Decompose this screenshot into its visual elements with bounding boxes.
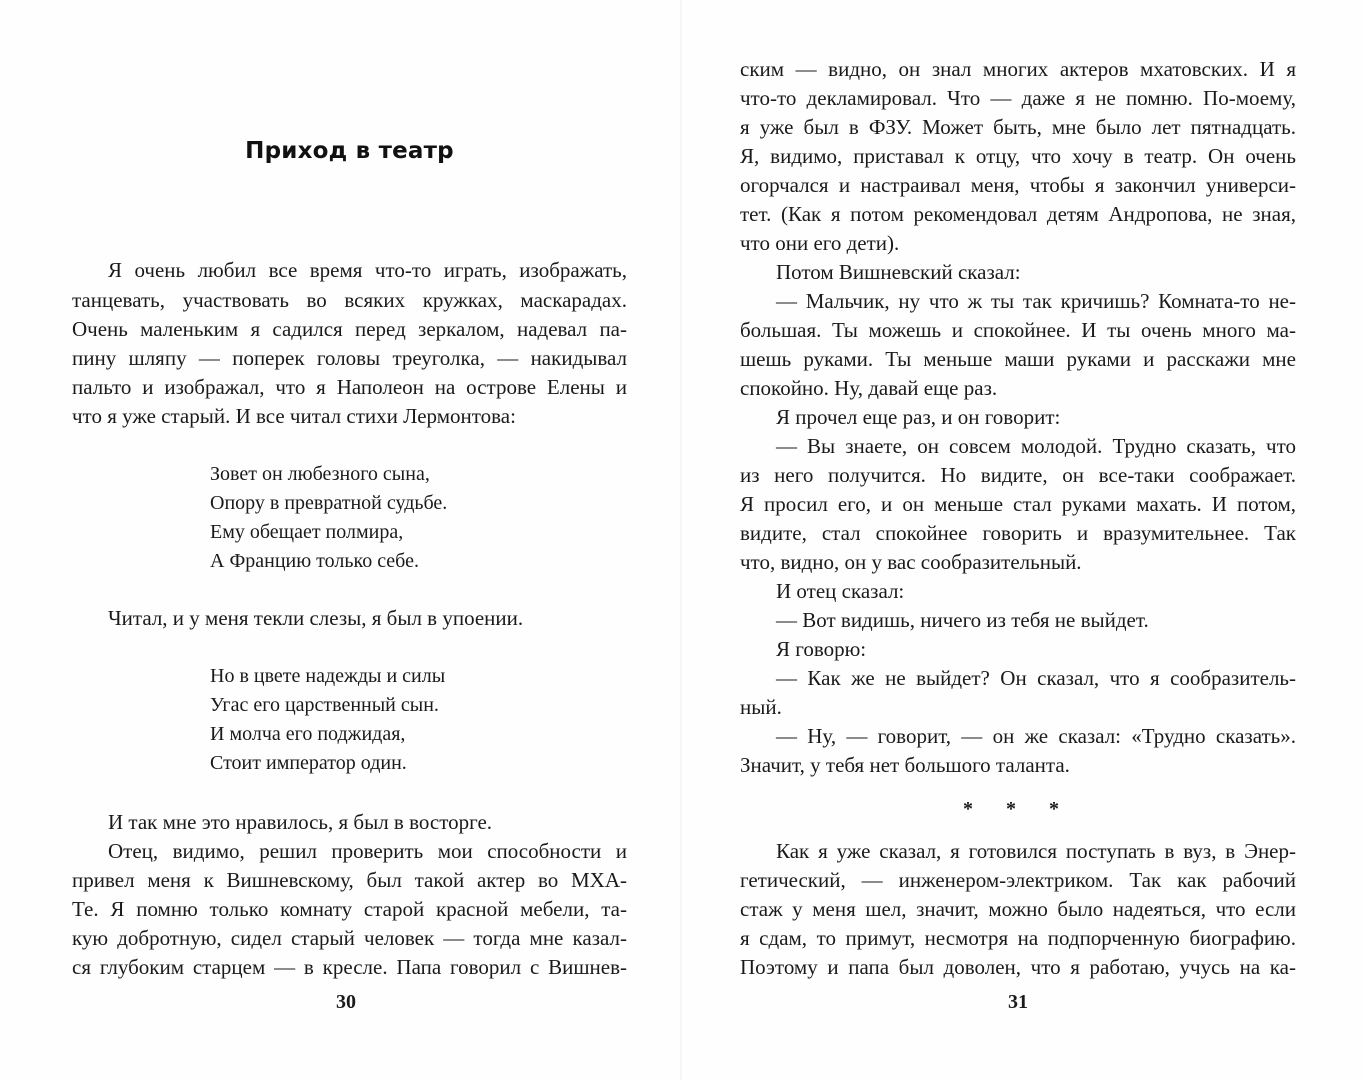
text-line: ским — видно, он знал многих актеров мхатовских. И я <box>740 57 1296 81</box>
text-line: Потом Вишневский сказал: <box>776 260 1021 284</box>
text-line: — Вы знаете, он совсем молодой. Трудно сказать, что <box>776 434 1296 458</box>
text-line: я сдам, то примут, несмотря на подпорченную биографию. <box>740 926 1296 950</box>
text-line: спокойно. Ну, давай еще раз. <box>740 376 998 400</box>
page-number: 31 <box>1008 991 1028 1013</box>
text-line: Читал, и у меня текли слезы, я был в упоении. <box>108 606 524 630</box>
text-line: что, видно, он у вас сообразительный. <box>740 550 1082 574</box>
text-line: что-то декламировал. Что — даже я не помню. По-моему, <box>740 86 1296 110</box>
text-line: И отец сказал: <box>776 579 905 603</box>
text-line: шешь руками. Ты меньше маши руками и расскажи мне <box>740 347 1296 371</box>
section-separator: * * * <box>963 798 1073 820</box>
text-line: ный. <box>740 695 782 719</box>
text-line: ся глубоким старцем — в кресле. Папа говорил с Вишнев- <box>72 955 627 979</box>
verse-line: Но в цвете надежды и силы <box>210 665 446 687</box>
verse-line: Опору в превратной судьбе. <box>210 492 448 514</box>
text-line: — Ну, — говорит, — он же сказал: «Трудно сказать». <box>776 724 1296 748</box>
text-line: танцевать, участвовать во всяких кружках, маскарадах. <box>72 288 627 312</box>
page-number: 30 <box>336 991 356 1013</box>
text-line: — Как же не выйдет? Он сказал, что я сообразитель- <box>776 666 1296 690</box>
text-line: пину шляпу — поперек головы треуголка, — накидывал <box>72 346 627 370</box>
text-line: Значит, у тебя нет большого таланта. <box>740 753 1070 777</box>
verse-line: Ему обещает полмира, <box>210 521 404 543</box>
text-line: видите, стал спокойнее говорить и вразумительнее. Так <box>740 521 1296 545</box>
text-line: Я очень любил все время что-то играть, изображать, <box>108 258 627 282</box>
text-line: Я, видимо, приставал к отцу, что хочу в театр. Он очень <box>740 144 1296 168</box>
text-line: что они его дети). <box>740 231 900 255</box>
text-line: привел меня к Вишневскому, был такой актер во МХА- <box>72 868 627 892</box>
text-line: И так мне это нравилось, я был в восторге. <box>108 810 493 834</box>
text-line: я уже был в ФЗУ. Может быть, мне было лет пятнадцать. <box>740 115 1296 139</box>
text-line: пальто и изображал, что я Наполеон на острове Елены и <box>72 375 627 399</box>
text-line: кую добротную, сидел старый человек — тогда мне казал- <box>72 926 627 950</box>
text-line: Очень маленьким я садился перед зеркалом, надевал па- <box>72 317 627 341</box>
text-line: Поэтому и папа был доволен, что я работаю, учусь на ка- <box>740 955 1296 979</box>
chapter-title: Приход в театр <box>245 138 454 164</box>
text-line: Как я уже сказал, я готовился поступать в вуз, в Энер- <box>776 839 1296 863</box>
verse-line: Угас его царственный сын. <box>210 694 439 716</box>
verse-line: Зовет он любезного сына, <box>210 463 430 485</box>
text-line: огорчался и настраивал меня, чтобы я закончил универси- <box>740 173 1296 197</box>
text-line: что я уже старый. И все читал стихи Лермонтова: <box>72 404 516 428</box>
verse-line: А Францию только себе. <box>210 550 419 572</box>
text-line: — Вот видишь, ничего из тебя не выйдет. <box>776 608 1149 632</box>
text-line: — Мальчик, ну что ж ты так кричишь? Комната-то не- <box>776 289 1296 313</box>
text-line: Я прочел еще раз, и он говорит: <box>776 405 1061 429</box>
text-line: Те. Я помню только комнату старой красной мебели, та- <box>72 897 627 921</box>
verse-line: И молча его поджидая, <box>210 723 406 745</box>
text-line: большая. Ты можешь и спокойнее. И ты очень много ма- <box>740 318 1296 342</box>
text-line: из него получится. Но видите, он все-таки соображает. <box>740 463 1296 487</box>
text-line: стаж у меня шел, значит, можно было надеяться, что если <box>740 897 1296 921</box>
verse-line: Стоит император один. <box>210 752 407 774</box>
text-line: Отец, видимо, решил проверить мои способности и <box>108 839 627 863</box>
text-line: тет. (Как я потом рекомендовал детям Андропова, не зная, <box>740 202 1296 226</box>
text-line: Я говорю: <box>776 637 867 661</box>
text-line: Я просил его, и он меньше стал руками махать. И потом, <box>740 492 1296 516</box>
text-line: гетический, — инженером-электриком. Так как рабочий <box>740 868 1296 892</box>
book-gutter <box>680 0 682 1080</box>
